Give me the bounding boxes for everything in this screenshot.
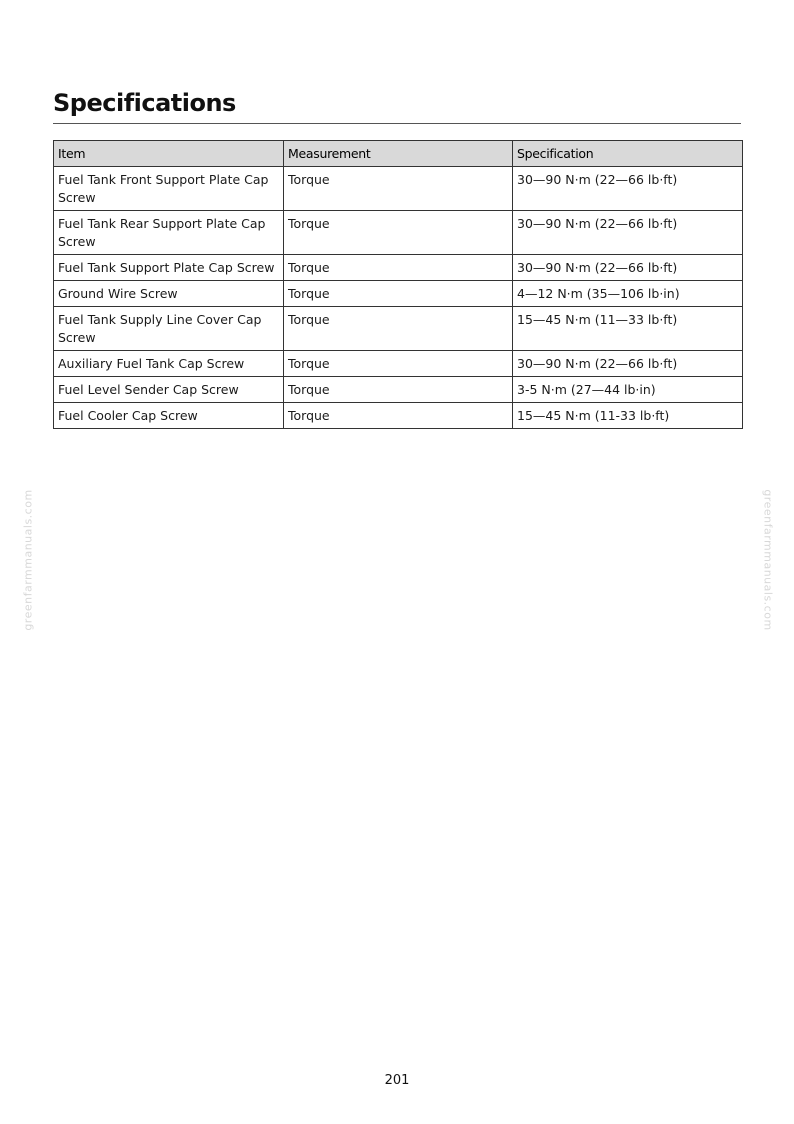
measurement-cell: Torque [284, 377, 513, 403]
table-row [54, 351, 743, 377]
item-cell: Ground Wire Screw [54, 281, 284, 307]
table-row [54, 377, 743, 403]
specification-cell: 30—90 N·m (22—66 lb·ft) [513, 211, 743, 255]
item-cell: Fuel Tank Rear Support Plate Cap Screw [54, 211, 284, 255]
table-row [54, 255, 743, 281]
specification-cell: 30—90 N·m (22—66 lb·ft) [513, 167, 743, 211]
item-cell: Fuel Tank Front Support Plate Cap Screw [54, 167, 284, 211]
page-number: 201 [384, 1073, 410, 1088]
watermark-left: greenfarmmanuals.com [21, 489, 35, 631]
measurement-cell: Torque [284, 167, 513, 211]
table-row [54, 167, 743, 211]
item-cell: Fuel Tank Supply Line Cover Cap Screw [54, 307, 284, 351]
specifications-table [53, 140, 743, 429]
measurement-cell: Torque [284, 281, 513, 307]
watermark-right: greenfarmmanuals.com [761, 489, 775, 631]
table-row [54, 281, 743, 307]
measurement-cell: Torque [284, 403, 513, 429]
column-header-item: Item [54, 141, 284, 167]
title-divider [53, 123, 741, 124]
column-header-measurement: Measurement [284, 141, 513, 167]
specification-cell: 3-5 N·m (27—44 lb·in) [513, 377, 743, 403]
table-row [54, 403, 743, 429]
specification-cell: 15—45 N·m (11—33 lb·ft) [513, 307, 743, 351]
measurement-cell: Torque [284, 307, 513, 351]
table-row [54, 211, 743, 255]
specification-cell: 30—90 N·m (22—66 lb·ft) [513, 255, 743, 281]
table-header-row [54, 141, 743, 167]
measurement-cell: Torque [284, 255, 513, 281]
column-header-specification: Specification [513, 141, 743, 167]
page-title: Specifications [53, 89, 236, 117]
measurement-cell: Torque [284, 351, 513, 377]
item-cell: Fuel Cooler Cap Screw [54, 403, 284, 429]
specification-cell: 30—90 N·m (22—66 lb·ft) [513, 351, 743, 377]
item-cell: Auxiliary Fuel Tank Cap Screw [54, 351, 284, 377]
item-cell: Fuel Level Sender Cap Screw [54, 377, 284, 403]
specification-cell: 4—12 N·m (35—106 lb·in) [513, 281, 743, 307]
measurement-cell: Torque [284, 211, 513, 255]
table-row [54, 307, 743, 351]
specification-cell: 15—45 N·m (11-33 lb·ft) [513, 403, 743, 429]
item-cell: Fuel Tank Support Plate Cap Screw [54, 255, 284, 281]
